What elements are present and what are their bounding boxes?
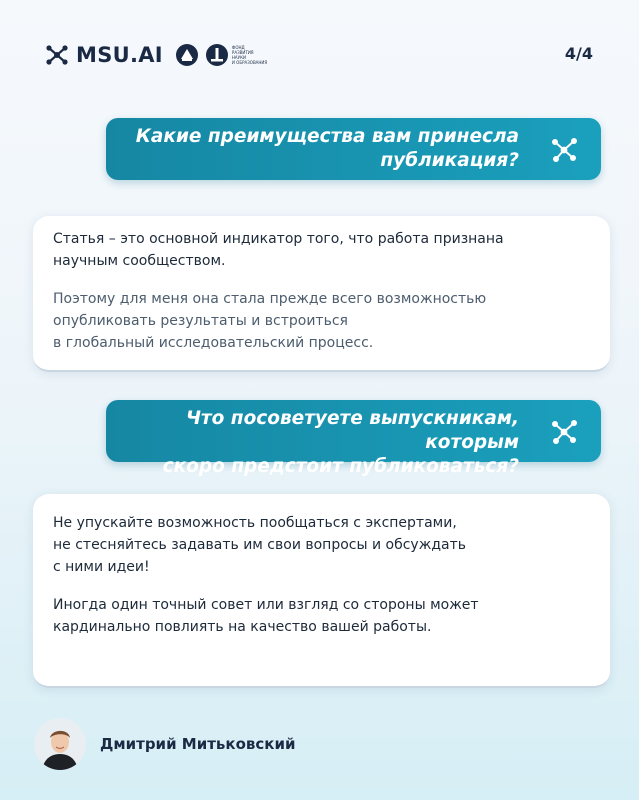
brand-title: MSU.AI	[76, 43, 163, 67]
answer-paragraph: Статья – это основной индикатор того, что работа признана научным сообществом.	[53, 231, 504, 269]
header	[44, 40, 272, 70]
question-bubble-2	[106, 400, 601, 477]
molecule-logo-icon	[44, 42, 70, 68]
answer-paragraph: Не упускайте возможность пообщаться с экспертами, не стесняйтесь задавать им свои вопросы и обсуждать с ними идеи!	[53, 515, 466, 575]
author-block	[34, 718, 296, 770]
answer-paragraph: Поэтому для меня она стала прежде всего возможностью опубликовать результаты и встроиться в глобальный исследовательский процесс.	[53, 291, 487, 351]
question-text: Что посоветуете выпускникам, которым скоро предстоит публиковаться?	[162, 408, 519, 477]
page-indicator: 4/4	[564, 44, 593, 63]
question-text: Какие преимущества вам принесла публикация?	[135, 126, 519, 171]
foundation-logo-text: ФОНД РАЗВИТИЯ НАУКИ И ОБРАЗОВАНИЯ	[231, 45, 268, 65]
molecule-icon	[547, 133, 581, 167]
foundation-logo-icon	[205, 43, 229, 67]
molecule-icon	[547, 415, 581, 449]
avatar	[34, 718, 86, 770]
author-name: Дмитрий Митьковский	[100, 735, 296, 753]
answer-card-2	[33, 494, 610, 688]
answer-card-1	[33, 216, 610, 372]
question-bubble-1	[106, 118, 601, 180]
answer-paragraph: Иногда один точный совет или взгляд со стороны может кардинально повлиять на качество вашей работы.	[53, 597, 479, 635]
university-emblem-icon	[175, 43, 199, 67]
